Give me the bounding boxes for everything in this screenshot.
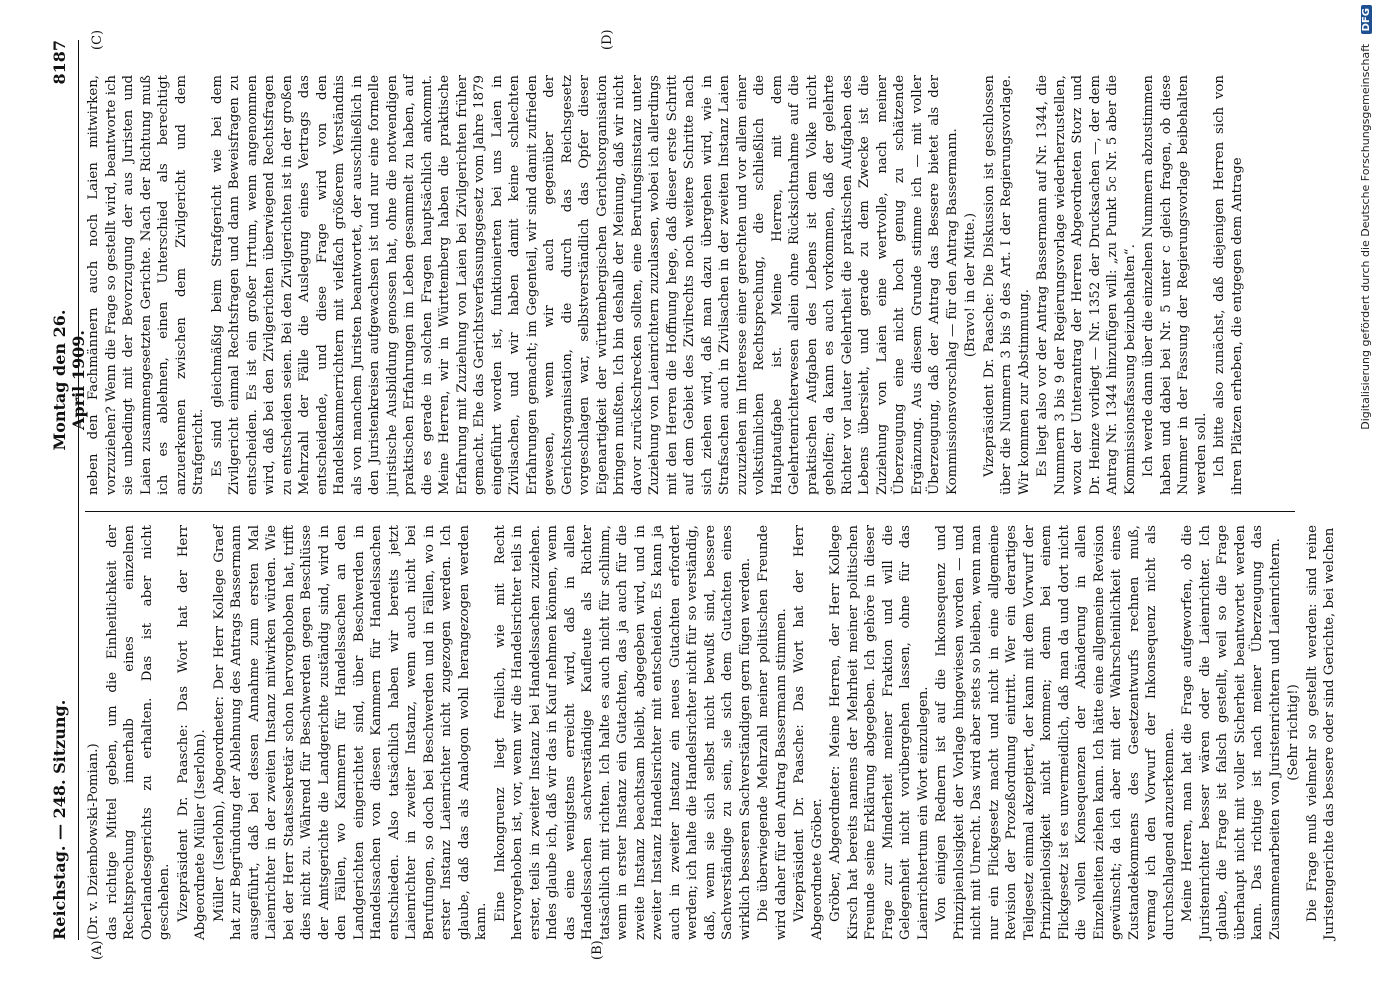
digitization-note-text: Digitalisierung gefördert durch die Deutsche Forschungsgemeinschaft [1359, 43, 1372, 430]
margin-letter-d: (D) [600, 29, 615, 50]
paragraph: Es sind gleichmäßig beim Strafgericht wie bei dem Zivilgericht einmal Rechtsfragen und dann Beweisfragen zu entscheiden. Es ist ein großer Irrtum, wenn angenommen wird, daß bei den Zivilgerichten überwiegend Rechtsfragen zu entscheiden seien. Bei den Zivilgerichten ist in der großen Mehrzahl der Fälle die Auslegung eines Vertrags das entscheidende, und diese Frage wird von den Handelskammerrichtern mit vielfach größerem Verständnis als von manchem Juristen beantwortet, der ausschließlich in den Juristenkreisen aufgewachsen ist und nur eine formelle juristische Ausbildung genossen hat, ohne die notwendigen praktischen Erfahrungen im Leben gesammelt zu haben, auf die es gerade in solchen Fragen hauptsächlich ankommt. Meine Herren, wir in Württemberg haben die praktische Erfahrung mit Zuziehung von Laien bei Zivilgerichten früher gemacht. Ehe das Gerichtsverfassungsgesetz vom Jahre 1879 eingeführt worden ist, funktionierten bei uns Laien in Zivilsachen, und wir haben damit keine schlechten Erfahrungen gemacht; im Gegenteil, wir sind damit zufrieden gewesen, wenn wir auch gegenüber der Gerichtsorganisation, die durch das Reichsgesetz vorgeschlagen war, selbstverständlich das Opfer dieser Eigenartigkeit der württembergischen Gerichtsorganisation bringen mußten. Ich bin deshalb der Meinung, daß wir nicht davor zurückschrecken sollten, eine Berufungsinstanz unter Zuziehung von Laienrichtern zuzulassen, wobei ich allerdings mit den Herren die Hoffnung hege, daß dieser erste Schritt auf dem Gebiet des Zivilrechts noch weitere Schritte nach sich ziehen wird, daß man dazu übergehen wird, wie in Strafsachen auch in Zivilsachen in der zweiten Instanz Laien zuzuziehen im Interesse einer gerechten und vor allem einer volkstümlichen Rechtsprechung, die schließlich die Hauptaufgabe ist. Meine Herren, mit dem Gelehrtenrichterwesen allein ohne Rücksichtnahme auf die praktischen Aufgaben des Lebens ist dem Volke nicht geholfen; da kann es auch vorkommen, daß der gelehrte Richter vor lauter Gelehrtheit die praktischen Aufgaben des Lebens übersieht, und gerade zu dem Zwecke ist die Zuziehung von Laien eine wertvolle, nach meiner Überzeugung eine nicht hoch genug zu schätzende Ergänzung. Aus diesem Grunde stimme ich — mit voller Überzeugung, daß der Antrag das Bessere bietet als der Kommissionsvorschlag — für den Antrag Bassermann. [209, 75, 960, 495]
paragraph: Vizepräsident Dr. Paasche: Das Wort hat der Herr Abgeordnete Müller (Iserlohn). [175, 525, 208, 940]
page-header [50, 40, 88, 940]
margin-letter-a: (A) [90, 940, 105, 960]
dfg-logo: DFG [1361, 5, 1372, 34]
page-number: 8187 [50, 40, 69, 85]
interjection: (Sehr richtig!) [1286, 684, 1301, 781]
margin-letter-b: (B) [590, 940, 605, 960]
paragraph: Müller (Iserlohn), Abgeordneter: Der Herr Kollege Graef hat zur Begründung der Ablehnung des Antrags Bassermann ausgeführt, daß bei dessen Annahme zum ersten Mal Laienrichter in der zweiten Instanz mitwirken würden. Wie bei der Herr Staatssekretär schon hervorgehoben hat, trifft dies nicht zu. Während für Beschwerden gegen Beschlüsse der Amtsgerichte die Landgerichte zuständig sind, wird in den Fällen, wo Kammern für Handelssachen an den Landgerichten eingerichtet sind, über Beschwerden in Handelssachen von diesen Kammern für Handelssachen entschieden. Also tatsächlich haben wir bereits jetzt Laienrichter in zweiter Instanz, wenn auch nicht bei Berufungen, so doch bei Beschwerden und in Fällen, wo in erster Instanz Laienrichter nicht zugezogen werden. Ich glaube, daß das als Analogon wohl herangezogen werden kann. [211, 525, 489, 940]
paragraph: Die überwiegende Mehrzahl meiner politischen Freunde wird daher für den Antrag Bassermann stimmen. [756, 525, 789, 940]
paragraph: Eine Inkongruenz liegt freilich, wie mit Recht hervorgehoben ist, vor, wenn wir die Handelsrichter teils in erster, teils in zweiter Instanz bei Handelssachen zuziehen. Indes glaube ich, daß wir das in Kauf nehmen können, wenn das eine wenigstens erreicht wird, daß in allen Handelssachen sachverständige Kaufleute als Richter tatsächlich mit richten. Ich halte es auch nicht für schlimm, wenn in erster Instanz ein Gutachten, das ja auch für die zweite Instanz beachtsam bleibt, abgegeben wird, und in zweiter Instanz Handelsrichter mit entscheiden. Es kann ja auch in zweiter Instanz ein neues Gutachten erfordert werden; ich halte die Handelsrichter nicht für so verständig, daß, wenn sie sich selbst nicht bewußt sind, bessere Sachverständige zu sein, sie sich dem Gutachten eines wirklich besseren Sachverständigen gern fügen werden. [492, 525, 753, 940]
paragraph: Vizepräsident Dr. Paasche: Das Wort hat der Herr Abgeordnete Gröber. [792, 525, 825, 940]
paragraph: (Dr. v. Dziembowski-Pomian.) [86, 743, 101, 940]
paragraph: Es liegt also vor der Antrag Bassermann auf Nr. 1344, die Nummern 3 bis 9 der Regierungsvorlage wiederherzustellen, wozu der Unterantrag der Herren Abgeordneten Storz und Dr. Heinze vorliegt — Nr. 1352 der Drucksachen —, der dem Antrag Nr. 1344 hinzufügen will: „zu Punkt 5c Nr. 5 aber die Kommissionsfassung beizubehalten“. [1035, 75, 1138, 495]
header-center: Montag den 26. April 1909. [50, 309, 88, 451]
interjection: (Bravo! in der Mitte.) [963, 212, 978, 358]
paragraph: Ich bitte also zunächst, daß diejenigen Herren sich von ihren Plätzen erheben, die entgegen dem Antrage [1212, 75, 1245, 495]
paragraph: Vizepräsident Dr. Paasche: Die Diskussion ist geschlossen über die Nummern 3 bis 9 des Art. I der Regierungsvorlage. Wir kommen zur Abstimmung. [981, 75, 1032, 495]
paragraph: Ich werde dann über die einzelnen Nummern abzustimmen haben und dabei bei Nr. 5 unter c gleich fragen, ob diese Nummer in der Fassung der Regierungsvorlage beibehalten werden soll. [1141, 75, 1209, 495]
right-column [85, 75, 1247, 495]
paragraph: Meine Herren, man hat die Frage aufgeworfen, ob die Juristenrichter besser wären oder die Laienrichter. Ich glaube, die Frage ist falsch gestellt, weil so die Frage überhaupt nicht mit voller Sicherheit beantwortet werden kann. Das richtige ist nach meiner Überzeugung das Zusammenarbeiten von Juristenrichtern und Laienrichtern. [1180, 525, 1283, 940]
header-left: Reichstag. — 248. Sitzung. [50, 699, 69, 940]
paragraph: das richtige Mittel geben, um die Einheitlichkeit der Rechtsprechung innerhalb eines einzelnen Oberlandesgerichts zu erhalten. Das ist aber nicht geschehen. [104, 525, 172, 940]
margin-letter-c: (C) [90, 29, 105, 50]
paragraph: Von einigen Rednern ist auf die Inkonsequenz und Prinzipienlosigkeit der Vorlage hingewiesen worden — und nicht mit Unrecht. Das wird aber stets so bleiben, wenn man nur ein Flickgesetz macht und nicht in eine allgemeine Revision der Prozeßordnung eintritt. Wer ein derartiges Teilgesetz einmal akzeptiert, der kann mit dem Vorwurf der Prinzipienlosigkeit nicht kommen; denn bei einem Flickgesetz ist es unvermeidlich, daß man da und dort nicht die vollen Konsequenzen der Abänderung in allen Einzelheiten ziehen kann. Ich hätte eine allgemeine Revision gewünscht; da ich aber mit der Wahrscheinlichkeit eines Zustandekommens des Gesetzentwurfs rechnen muß, vermag ich den Vorwurf der Inkonsequenz nicht als durchschlagend anzuerkennen. [934, 525, 1177, 940]
paragraph: Gröber, Abgeordneter: Meine Herren, der Herr Kollege Kirsch hat bereits namens der Mehrheit meiner politischen Freunde seine Erklärung abgegeben. Ich gehöre in dieser Frage zur Minderheit meiner Fraktion und will die Gelegenheit nicht vorübergehen lassen, ohne für das Laienrichtertum ein Wort einzulegen. [828, 525, 931, 940]
paragraph: Die Frage muß vielmehr so gestellt werden: sind reine Juristengerichte das bessere oder sind Gerichte, bei welchen [1304, 525, 1337, 940]
left-column [85, 525, 1340, 940]
paragraph: neben den Fachmännern auch noch Laien mitwirken, vorzuziehen? Wenn die Frage so gestellt wird, beantworte ich sie unbedingt mit der Bevorzugung der aus Juristen und Laien zusammengesetzten Gerichte. Nach der Richtung muß ich es ablehnen, einen Unterschied als berechtigt anzuerkennen zwischen dem Zivilgericht und dem Strafgericht. [86, 75, 206, 495]
column-divider [85, 511, 1295, 512]
header-rule [78, 40, 79, 940]
digitization-note [1359, 5, 1377, 995]
